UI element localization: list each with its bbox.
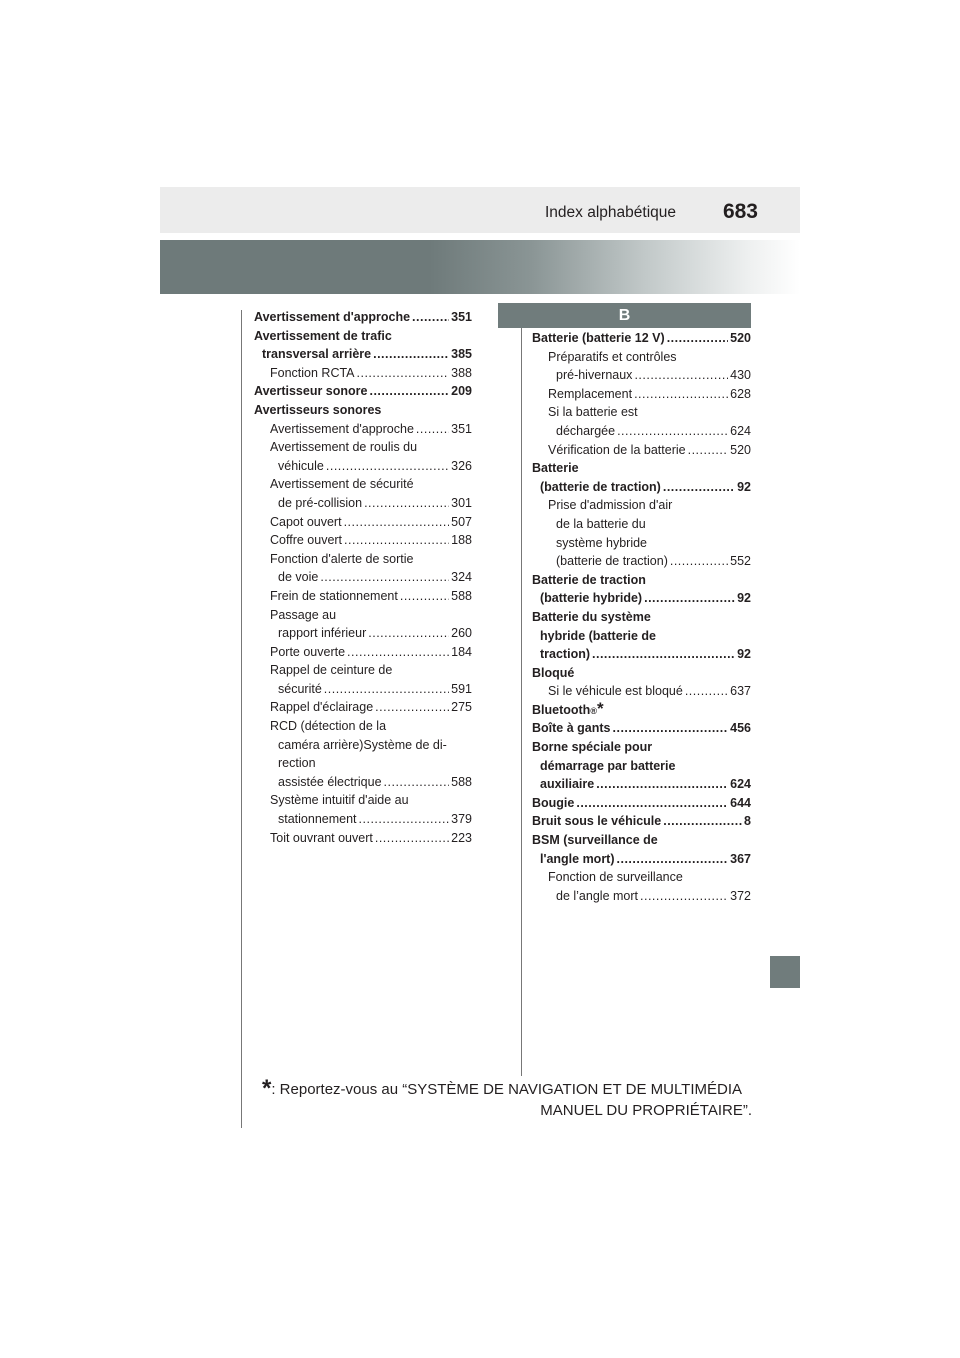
index-entry [254, 345, 472, 364]
index-entry [254, 475, 472, 494]
index-entry-term: (batterie de traction) [540, 479, 661, 494]
index-entry [532, 496, 751, 515]
leader-dots [416, 420, 449, 439]
index-entry [254, 736, 472, 755]
index-entry [254, 754, 472, 773]
index-entry-term: traction) [540, 647, 590, 662]
index-entry-term: Bruit sous le véhicule [532, 814, 662, 829]
index-entry-term: Capot ouvert [270, 514, 342, 529]
index-entry [254, 327, 472, 346]
leader-dots [400, 587, 449, 606]
index-entry-page: 92 [737, 591, 751, 606]
index-entry-page: 223 [451, 830, 472, 845]
index-entry-page: 209 [451, 384, 472, 399]
index-entry [254, 791, 472, 810]
index-entry-page: 184 [451, 644, 472, 659]
leader-dots [688, 441, 729, 460]
index-entry-page: 275 [451, 700, 472, 715]
index-entry [532, 757, 751, 776]
leader-dots [592, 645, 735, 664]
index-entry-term: de pré-collision [278, 495, 363, 510]
index-entry-page: 507 [451, 514, 472, 529]
leader-dots [663, 812, 742, 831]
index-entry-page: 624 [730, 777, 751, 792]
leader-dots [324, 680, 449, 699]
index-entry-term: Avertissement de roulis du [270, 440, 418, 455]
leader-dots [663, 478, 735, 497]
index-entry-page: 372 [730, 888, 751, 903]
index-entry-page: 351 [451, 421, 472, 436]
index-entry-term: BSM (surveillance de [532, 833, 658, 848]
index-column-left [254, 308, 472, 847]
chapter-side-tab [770, 956, 800, 988]
index-entry-term: Bloqué [532, 665, 575, 680]
index-entry-page: 367 [730, 851, 751, 866]
index-entry [254, 438, 472, 457]
index-entry [532, 850, 751, 869]
index-entry-term: Si la batterie est [548, 405, 638, 420]
index-entry-term: pré-hivernaux [556, 368, 633, 383]
leader-dots [344, 513, 450, 532]
index-entry-term: de la batterie du [556, 516, 646, 531]
index-entry-term: RCD (détection de la [270, 719, 387, 734]
index-entry-page: 628 [730, 386, 751, 401]
index-entry [254, 401, 472, 420]
index-entry-term: Vérification de la batterie [548, 442, 686, 457]
index-entry [532, 738, 751, 757]
index-entry [254, 680, 472, 699]
leader-dots [685, 682, 728, 701]
section-letter-header: B [498, 303, 751, 328]
page-title: Index alphabétique [545, 204, 677, 221]
index-entry [532, 348, 751, 367]
leader-dots [347, 643, 449, 662]
leader-dots [613, 719, 729, 738]
index-entry-term: démarrage par batterie [540, 758, 676, 773]
index-entry [532, 552, 751, 571]
index-entry [532, 478, 751, 497]
index-entry [254, 531, 472, 550]
index-entry-page: 644 [730, 795, 751, 810]
index-entry-term: Bluetooth [532, 702, 591, 717]
leader-dots [640, 887, 728, 906]
index-entry [254, 568, 472, 587]
index-entry [254, 550, 472, 569]
leader-dots [617, 850, 729, 869]
index-entry [532, 366, 751, 385]
index-entry-page: 588 [451, 774, 472, 789]
index-entry-page: 637 [730, 684, 751, 699]
index-entry [532, 682, 751, 701]
index-entry [254, 829, 472, 848]
index-entry [532, 719, 751, 738]
index-entry [254, 698, 472, 717]
index-entry-term: caméra arrière)Système de di- [278, 737, 447, 752]
index-entry-term: déchargée [556, 423, 616, 438]
index-entry-page: 92 [737, 479, 751, 494]
index-entry-term: Remplacement [548, 386, 633, 401]
index-entry [532, 645, 751, 664]
index-entry-term: de voie [278, 570, 319, 585]
index-entry [254, 420, 472, 439]
left-margin-rule [241, 310, 242, 1128]
index-entry-page: 8 [744, 814, 751, 829]
index-entry-page: 188 [451, 533, 472, 548]
index-entry [532, 698, 751, 720]
leader-dots [634, 385, 728, 404]
footnote-text-1: : Reportez-vous au “SYSTÈME DE NAVIGATION ET DE MULTIMÉDIA [271, 1081, 743, 1098]
index-entry [532, 459, 751, 478]
leader-dots [375, 698, 449, 717]
leader-dots [670, 552, 728, 571]
index-entry-term: (batterie de traction) [556, 554, 668, 569]
index-entry [532, 571, 751, 590]
index-entry-page: 456 [730, 721, 751, 736]
index-entry [532, 441, 751, 460]
leader-dots [357, 364, 450, 383]
index-entry-term: Système intuitif d'aide au [270, 793, 409, 808]
header-bar [160, 187, 800, 233]
index-entry-term: véhicule [278, 458, 324, 473]
index-entry-term: Si le véhicule est bloqué [548, 684, 683, 699]
leader-dots [617, 422, 728, 441]
index-entry-page: 301 [451, 495, 472, 510]
index-entry [532, 403, 751, 422]
index-entry [532, 812, 751, 831]
index-entry [532, 775, 751, 794]
index-entry-page: 324 [451, 570, 472, 585]
index-entry [254, 308, 472, 327]
index-entry [532, 534, 751, 553]
index-entry [254, 624, 472, 643]
index-entry [254, 717, 472, 736]
index-entry-page: 520 [730, 442, 751, 457]
index-entry [254, 364, 472, 383]
index-entry-page: 92 [737, 647, 751, 662]
index-entry [254, 494, 472, 513]
index-entry-term: Préparatifs et contrôles [548, 349, 677, 364]
footnote [262, 1075, 752, 1121]
index-entry-term: rapport inférieur [278, 626, 367, 641]
index-entry-term: Batterie de traction [532, 572, 646, 587]
index-entry-term: Avertissement d'approche [270, 421, 414, 436]
index-entry [532, 329, 751, 348]
leader-dots [375, 829, 449, 848]
index-entry [254, 587, 472, 606]
footnote-line-2: MANUEL DU PROPRIÉTAIRE”. [540, 1102, 752, 1119]
column-divider [521, 310, 522, 1076]
index-entry [532, 422, 751, 441]
index-entry [254, 513, 472, 532]
index-entry-term: Avertisseur sonore [254, 384, 368, 399]
index-entry [532, 515, 751, 534]
index-entry-term: assistée électrique [278, 774, 382, 789]
leader-dots [667, 329, 728, 348]
leader-dots [373, 345, 449, 364]
index-entry-term: Fonction de surveillance [548, 870, 683, 885]
index-entry-term: système hybride [556, 535, 648, 550]
index-entry-term: rection [278, 756, 316, 771]
index-entry-page: 624 [730, 423, 751, 438]
leader-dots [326, 457, 449, 476]
index-entry-term: Batterie [532, 461, 579, 476]
index-entry-page: 385 [451, 347, 472, 362]
index-entry-term: Fonction d'alerte de sortie [270, 551, 414, 566]
index-entry [532, 627, 751, 646]
index-entry-term: Rappel d'éclairage [270, 700, 374, 715]
index-entry-term: Bougie [532, 795, 575, 810]
index-entry-term: Porte ouverte [270, 644, 346, 659]
registered-mark: ® [590, 705, 597, 716]
index-entry-page: 388 [451, 365, 472, 380]
index-entry-page: 520 [730, 331, 751, 345]
index-entry [532, 794, 751, 813]
index-entry-page: 430 [730, 368, 751, 383]
index-entry-term: l'angle mort) [540, 851, 615, 866]
leader-dots [320, 568, 449, 587]
leader-dots [359, 810, 450, 829]
index-entry [532, 589, 751, 608]
index-entry-term: Avertisseurs sonores [254, 402, 382, 417]
index-entry [254, 643, 472, 662]
index-entry-page: 588 [451, 588, 472, 603]
leader-dots [344, 531, 449, 550]
index-entry-term: Prise d'admission d'air [548, 498, 673, 513]
index-entry-term: Avertissement de trafic [254, 328, 392, 343]
index-entry-page: 379 [451, 812, 472, 827]
index-entry-term: stationnement [278, 812, 357, 827]
index-entry [532, 868, 751, 887]
index-entry [254, 810, 472, 829]
index-entry [254, 382, 472, 401]
index-entry-term: Passage au [270, 607, 337, 622]
index-entry-term: transversal arrière [262, 347, 372, 362]
index-entry [532, 831, 751, 850]
footnote-star-marker: * [262, 1075, 272, 1102]
index-entry-term: sécurité [278, 681, 322, 696]
footnote-line-1 [262, 1075, 752, 1102]
index-entry [254, 661, 472, 680]
index-entry-term: Frein de stationnement [270, 588, 398, 603]
leader-dots [369, 382, 449, 401]
index-entry-term: Batterie du système [532, 609, 651, 624]
index-entry-term: auxiliaire [540, 777, 595, 792]
index-entry-term: Batterie (batterie 12 V) [532, 331, 665, 345]
index-entry-term: Avertissement d'approche [254, 310, 411, 324]
index-column-right [532, 329, 751, 905]
index-entry [254, 606, 472, 625]
index-entry-page: 260 [451, 626, 472, 641]
index-entry [532, 887, 751, 906]
footnote-star-ref: * [596, 698, 604, 718]
leader-dots [364, 494, 449, 513]
header-gradient-band [160, 240, 800, 294]
leader-dots [384, 773, 450, 792]
leader-dots [576, 794, 728, 813]
index-entry-term: Borne spéciale pour [532, 740, 653, 755]
index-entry [532, 664, 751, 683]
index-entry-page: 591 [451, 681, 472, 696]
index-entry-term: Fonction RCTA [270, 365, 355, 380]
index-entry-term: Boîte à gants [532, 721, 611, 736]
index-entry [532, 608, 751, 627]
index-entry-page: 552 [730, 554, 751, 569]
index-entry-term: Toit ouvrant ouvert [270, 830, 373, 845]
page-number: 683 [722, 200, 758, 223]
leader-dots [596, 775, 728, 794]
leader-dots [368, 624, 449, 643]
index-entry-term: hybride (batterie de [540, 628, 656, 643]
index-entry-term: Rappel de ceinture de [270, 663, 393, 678]
index-entry-term: de l’angle mort [556, 888, 638, 903]
index-entry-term: Avertissement de sécurité [270, 477, 414, 492]
index-entry [254, 457, 472, 476]
leader-dots [644, 589, 735, 608]
index-entry-page: 351 [451, 310, 472, 324]
leader-dots [634, 366, 728, 385]
index-entry-page: 326 [451, 458, 472, 473]
index-entry [254, 773, 472, 792]
leader-dots [412, 308, 449, 327]
index-entry [532, 385, 751, 404]
index-entry-term: Coffre ouvert [270, 533, 343, 548]
index-entry-term: (batterie hybride) [540, 591, 643, 606]
